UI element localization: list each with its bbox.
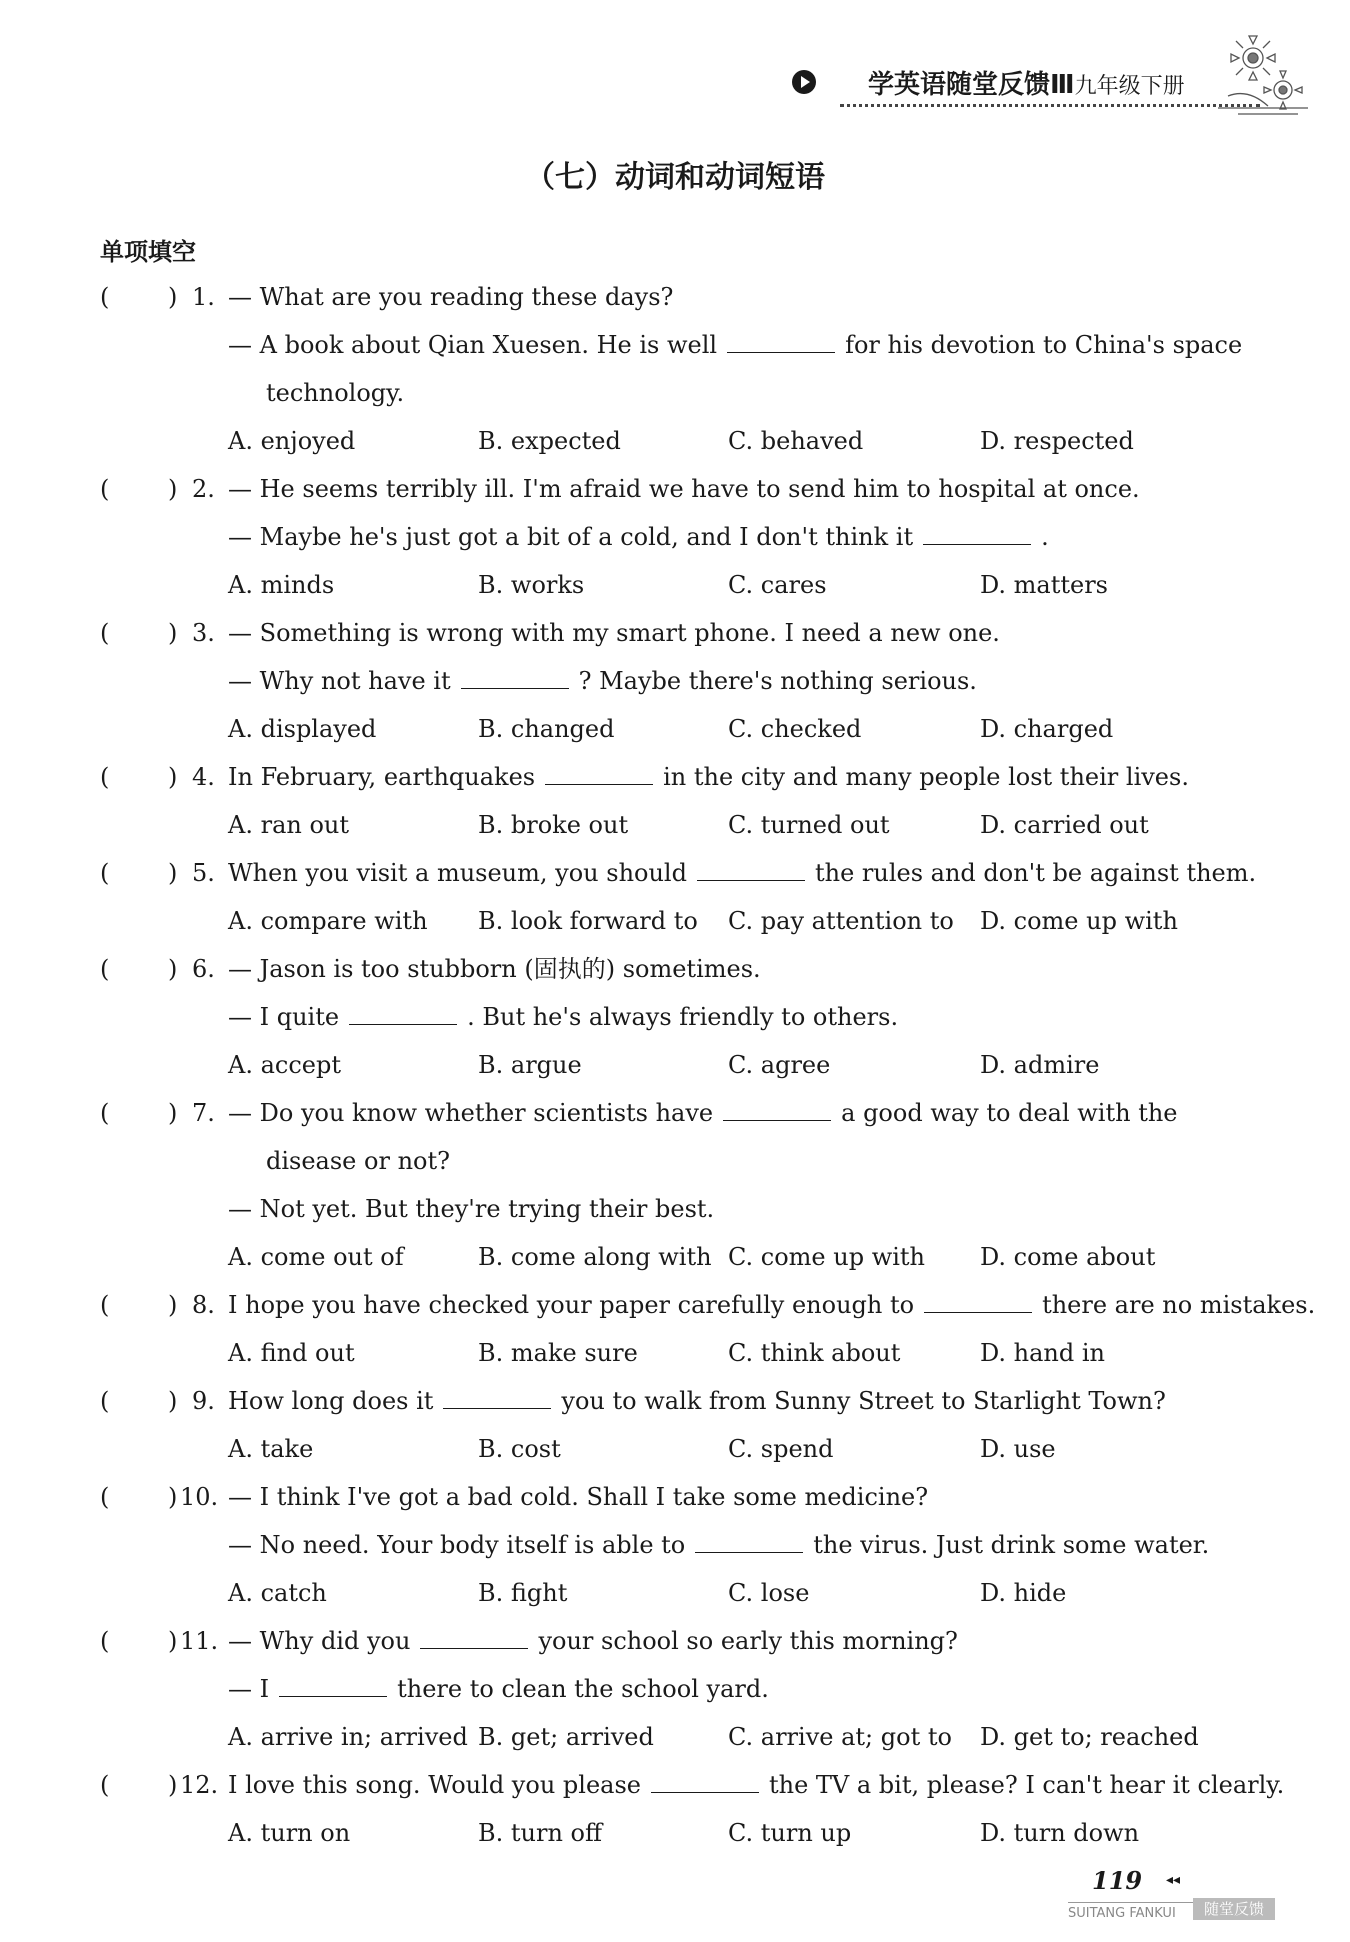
question-text-segment: — I: [228, 1675, 270, 1703]
question-text-segment: technology.: [266, 379, 405, 407]
answer-option: B. broke out: [478, 811, 629, 839]
answer-option: A. enjoyed: [228, 427, 356, 455]
answer-option: D. come about: [980, 1243, 1156, 1271]
question-text-segment: — Maybe he's just got a bit of a cold, and I don't think it: [228, 523, 914, 551]
question-text-segment: the rules and don't be against them.: [814, 859, 1257, 887]
question-text-segment: — What are you reading these days?: [228, 283, 674, 311]
question-text-segment: ? Maybe there's nothing serious.: [578, 667, 977, 695]
question-number: 11.: [180, 1627, 219, 1655]
question-text: [266, 1145, 450, 1177]
answer-blank[interactable]: [443, 1386, 551, 1409]
answer-option: C. pay attention to: [728, 907, 954, 935]
answer-option: B. cost: [478, 1435, 561, 1463]
question-text-segment: a good way to deal with the: [841, 1099, 1178, 1127]
question-text: [228, 1673, 769, 1705]
answer-option: B. fight: [478, 1579, 568, 1607]
question-text: [228, 761, 1189, 793]
question-text-segment: When you visit a museum, you should: [228, 859, 687, 887]
question-text-segment: disease or not?: [266, 1147, 450, 1175]
question-text-segment: I hope you have checked your paper carefully enough to: [228, 1291, 915, 1319]
answer-blank[interactable]: [279, 1674, 387, 1697]
answer-option: B. changed: [478, 715, 615, 743]
question-text: [266, 377, 404, 409]
question-text: [228, 953, 761, 985]
answer-option: A. minds: [228, 571, 335, 599]
question-text-segment: How long does it: [228, 1387, 434, 1415]
question-text: [228, 1001, 898, 1033]
question-text: [228, 1625, 958, 1657]
answer-blank[interactable]: [923, 522, 1031, 545]
answer-blank[interactable]: [349, 1002, 457, 1025]
question-text: [228, 1529, 1209, 1561]
answer-blank[interactable]: [697, 858, 805, 881]
question-text-segment: — A book about Qian Xuesen. He is well: [228, 331, 718, 359]
answer-blank[interactable]: [924, 1290, 1032, 1313]
arrow-left-icon: ◂◂: [1166, 1872, 1181, 1888]
answer-option: C. turn up: [728, 1819, 852, 1847]
question-text-segment: — I quite: [228, 1003, 340, 1031]
question-text-segment: . But he's always friendly to others.: [467, 1003, 899, 1031]
question-text-segment: there are no mistakes.: [1042, 1291, 1316, 1319]
question-number: 2.: [192, 475, 215, 503]
play-icon: [792, 70, 816, 94]
answer-blank[interactable]: [545, 762, 653, 785]
answer-option: C. arrive at; got to: [728, 1723, 952, 1751]
question-number: 12.: [180, 1771, 219, 1799]
answer-blank[interactable]: [695, 1530, 803, 1553]
question-number: 1.: [192, 283, 215, 311]
question-number: 3.: [192, 619, 215, 647]
question-text: [228, 473, 1140, 505]
question-text: [228, 857, 1256, 889]
question-text: [228, 521, 1049, 553]
answer-blank[interactable]: [723, 1098, 831, 1121]
header-title: 学英语随堂反馈Ⅲ九年级下册: [868, 70, 1185, 100]
answer-blank[interactable]: [420, 1626, 528, 1649]
header-dotted-divider: [840, 104, 1260, 107]
answer-option: B. come along with: [478, 1243, 712, 1271]
answer-option: D. get to; reached: [980, 1723, 1199, 1751]
answer-option: D. use: [980, 1435, 1056, 1463]
answer-option: D. charged: [980, 715, 1114, 743]
answer-option: B. look forward to: [478, 907, 698, 935]
question-text: [228, 1097, 1178, 1129]
question-number: 10.: [180, 1483, 219, 1511]
question-text-segment: — Something is wrong with my smart phone. I need a new one.: [228, 619, 1000, 647]
answer-option: B. turn off: [478, 1819, 603, 1847]
answer-option: A. catch: [228, 1579, 327, 1607]
question-text-segment: — No need. Your body itself is able to: [228, 1531, 686, 1559]
question-text-segment: — Why did you: [228, 1627, 411, 1655]
question-number: 4.: [192, 763, 215, 791]
answer-option: B. expected: [478, 427, 621, 455]
answer-option: B. make sure: [478, 1339, 638, 1367]
answer-option: C. spend: [728, 1435, 834, 1463]
answer-option: D. hide: [980, 1579, 1067, 1607]
question-text-segment: — Do you know whether scientists have: [228, 1099, 714, 1127]
question-text: [228, 1289, 1315, 1321]
answer-option: A. displayed: [228, 715, 377, 743]
answer-option: A. arrive in; arrived: [228, 1723, 468, 1751]
part-title: 单项填空: [100, 238, 196, 266]
section-title: （七）动词和动词短语: [525, 160, 825, 195]
question-text-segment: — Why not have it: [228, 667, 451, 695]
footer-badge: 随堂反馈: [1193, 1898, 1275, 1920]
answer-option: A. turn on: [228, 1819, 351, 1847]
answer-option: C. come up with: [728, 1243, 926, 1271]
answer-option: C. turned out: [728, 811, 890, 839]
answer-blank[interactable]: [727, 330, 835, 353]
question-text: [228, 1385, 1166, 1417]
question-text-segment: — Jason is too stubborn (固执的) sometimes.: [228, 955, 761, 983]
footer-brand: SUITANG FANKUI: [1068, 1906, 1176, 1921]
sunflower-icon: [1208, 18, 1318, 128]
answer-option: C. think about: [728, 1339, 901, 1367]
question-text-segment: — Not yet. But they're trying their best.: [228, 1195, 715, 1223]
answer-option: D. admire: [980, 1051, 1100, 1079]
question-text-segment: you to walk from Sunny Street to Starlight Town?: [561, 1387, 1166, 1415]
question-text-segment: for his devotion to China's space: [845, 331, 1243, 359]
question-text-segment: — I think I've got a bad cold. Shall I take some medicine?: [228, 1483, 929, 1511]
answer-option: C. behaved: [728, 427, 864, 455]
answer-option: D. respected: [980, 427, 1134, 455]
question-number: 5.: [192, 859, 215, 887]
question-text-segment: in the city and many people lost their lives.: [663, 763, 1189, 791]
page-number: 119: [1092, 1866, 1143, 1895]
answer-option: D. carried out: [980, 811, 1149, 839]
answer-option: C. checked: [728, 715, 862, 743]
header-subtitle: 九年级下册: [1074, 74, 1185, 99]
question-text: [228, 329, 1242, 361]
answer-option: A. accept: [228, 1051, 341, 1079]
question-text: [228, 617, 1000, 649]
question-number: 9.: [192, 1387, 215, 1415]
question-text-segment: .: [1041, 523, 1049, 551]
answer-option: A. take: [228, 1435, 314, 1463]
question-number: 6.: [192, 955, 215, 983]
question-text-segment: there to clean the school yard.: [397, 1675, 769, 1703]
answer-option: B. get; arrived: [478, 1723, 654, 1751]
answer-blank[interactable]: [651, 1770, 759, 1793]
answer-option: A. ran out: [228, 811, 350, 839]
answer-option: C. cares: [728, 571, 827, 599]
answer-option: A. come out of: [228, 1243, 404, 1271]
question-text-segment: the virus. Just drink some water.: [813, 1531, 1210, 1559]
answer-option: A. compare with: [228, 907, 428, 935]
answer-option: D. turn down: [980, 1819, 1140, 1847]
answer-option: B. works: [478, 571, 585, 599]
answer-option: B. argue: [478, 1051, 582, 1079]
answer-option: D. hand in: [980, 1339, 1105, 1367]
answer-option: A. find out: [228, 1339, 355, 1367]
question-number: 8.: [192, 1291, 215, 1319]
answer-option: C. lose: [728, 1579, 810, 1607]
answer-blank[interactable]: [461, 666, 569, 689]
question-text: [228, 1193, 714, 1225]
question-number: 7.: [192, 1099, 215, 1127]
question-text-segment: In February, earthquakes: [228, 763, 536, 791]
answer-option: D. matters: [980, 571, 1108, 599]
question-text-segment: I love this song. Would you please: [228, 1771, 641, 1799]
answer-option: C. agree: [728, 1051, 831, 1079]
question-text-segment: — He seems terribly ill. I'm afraid we have to send him to hospital at once.: [228, 475, 1140, 503]
page-header: [790, 60, 1310, 120]
answer-option: D. come up with: [980, 907, 1178, 935]
question-text: [228, 665, 977, 697]
question-text: [228, 1481, 928, 1513]
question-text: [228, 1769, 1284, 1801]
question-text-segment: your school so early this morning?: [538, 1627, 958, 1655]
question-text-segment: the TV a bit, please? I can't hear it clearly.: [768, 1771, 1285, 1799]
question-text: [228, 281, 673, 313]
